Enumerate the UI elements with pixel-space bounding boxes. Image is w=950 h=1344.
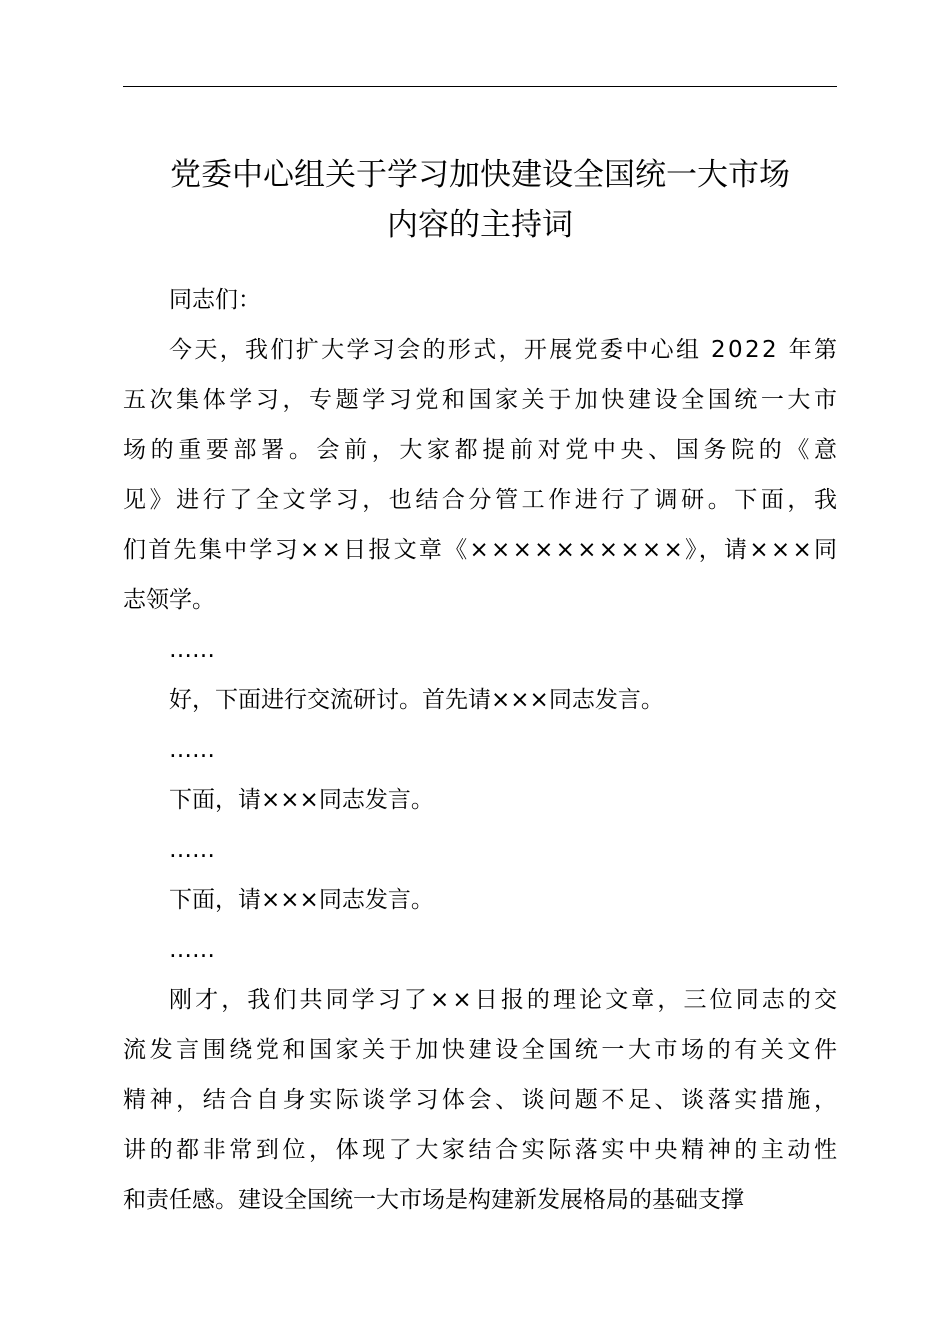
- paragraph-discussion: [123, 675, 837, 725]
- paragraph-line: 们首先集中学习××日报文章《××××××××××》，请×××同: [123, 537, 840, 563]
- paragraph-line: 五次集体学习，专题学习党和国家关于加快建设全国统一大市: [123, 387, 841, 413]
- paragraph-line: 好，下面进行交流研讨。首先请×××同志发言。: [169, 687, 664, 713]
- document-body: [123, 275, 842, 1225]
- salutation-text: 同志们：: [169, 287, 261, 313]
- ellipsis-line: ……: [169, 737, 215, 763]
- header-rule: [123, 86, 837, 87]
- title-line-1: 党委中心组关于学习加快建设全国统一大市场: [170, 157, 790, 193]
- paragraph-summary: [123, 975, 841, 1225]
- paragraph-next-speaker: [123, 775, 837, 825]
- paragraph-line: 下面，请×××同志发言。: [169, 787, 434, 813]
- salutation: [123, 275, 837, 325]
- ellipsis-line: ……: [169, 637, 215, 663]
- paragraph-line: 讲的都非常到位，体现了大家结合实际落实中央精神的主动性: [123, 1137, 841, 1163]
- paragraph-next-speaker: [123, 875, 837, 925]
- ellipsis-paragraph: [123, 625, 837, 675]
- ellipsis-paragraph: [123, 825, 837, 875]
- paragraph-opening: [123, 325, 842, 625]
- paragraph-line: 精神，结合自身实际谈学习体会、谈问题不足、谈落实措施，: [123, 1087, 841, 1113]
- paragraph-line: 下面，请×××同志发言。: [169, 887, 434, 913]
- paragraph-line: 见》进行了全文学习，也结合分管工作进行了调研。下面，我: [123, 487, 841, 513]
- ellipsis-line: ……: [169, 837, 215, 863]
- ellipsis-paragraph: [123, 725, 837, 775]
- paragraph-line: 流发言围绕党和国家关于加快建设全国统一大市场的有关文件: [123, 1037, 841, 1063]
- ellipsis-paragraph: [123, 925, 837, 975]
- document-title: [110, 150, 850, 250]
- paragraph-line: 志领学。: [123, 587, 215, 613]
- title-line-2: 内容的主持词: [387, 207, 573, 243]
- paragraph-line: 和责任感。建设全国统一大市场是构建新发展格局的基础支撑: [123, 1187, 744, 1213]
- ellipsis-line: ……: [169, 937, 215, 963]
- paragraph-line: 今天，我们扩大学习会的形式，开展党委中心组 2022 年第: [169, 337, 840, 363]
- paragraph-line: 场的重要部署。会前，大家都提前对党中央、国务院的《意: [123, 437, 842, 463]
- paragraph-line: 刚才，我们共同学习了××日报的理论文章，三位同志的交: [169, 987, 841, 1013]
